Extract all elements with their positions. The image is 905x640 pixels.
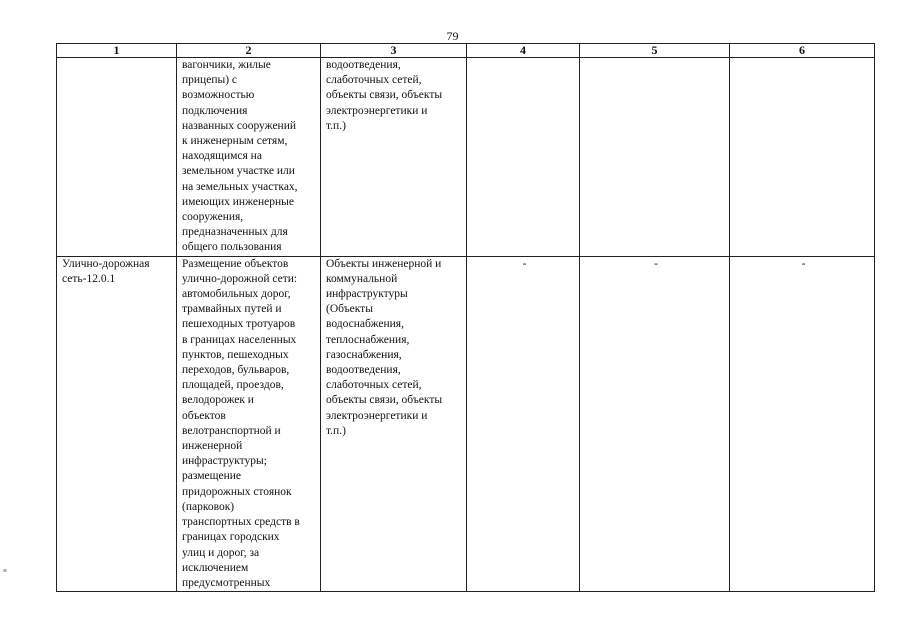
cell-col5 [580, 58, 730, 257]
cell-auxiliary-uses: водоотведения, слаботочных сетей, объекты связи, объекты электроэнергетики и т.п.) [321, 58, 467, 257]
column-header-1: 1 [57, 44, 177, 58]
column-header-2: 2 [177, 44, 321, 58]
cell-use-name [57, 58, 177, 257]
cell-use-name: Улично-дорожная сеть-12.0.1 [57, 256, 177, 591]
cell-col5: - [580, 256, 730, 591]
cell-col6: - [730, 256, 875, 591]
table-row [57, 256, 875, 591]
page-number: 79 [446, 29, 459, 43]
cell-col4 [467, 58, 580, 257]
cell-use-description: вагончики, жилые прицепы) с возможностью подключения названных сооружений к инженерным сетям, находящимся на земельном участке или на земельных участках, имеющих инженерные сооружения, предназначенных для общего пользования [177, 58, 321, 257]
cell-auxiliary-uses: Объекты инженерной и коммунальной инфраструктуры (Объекты водоснабжения, теплоснабжения, газоснабжения, водоотведения, слаботочных сетей, объекты связи, объекты электроэнергетики и т.п.) [321, 256, 467, 591]
table-row [57, 58, 875, 257]
header-row [57, 44, 875, 58]
column-header-5: 5 [580, 44, 730, 58]
cell-col6 [730, 58, 875, 257]
column-header-4: 4 [467, 44, 580, 58]
column-header-3: 3 [321, 44, 467, 58]
column-header-6: 6 [730, 44, 875, 58]
land-use-table [56, 43, 875, 592]
cell-col4: - [467, 256, 580, 591]
cell-use-description: Размещение объектов улично-дорожной сети: автомобильных дорог, трамвайных путей и пешеходных тротуаров в границах населенных пунктов, пешеходных переходов, бульваров, площадей, проездов, велодорожек и объектов велотранспортной и инженерной инфраструктуры; размещение придорожных стоянок (парковок) транспортных средств в границах городских улиц и дорог, за исключением предусмотренных [177, 256, 321, 591]
margin-mark: ≡ [3, 567, 7, 575]
